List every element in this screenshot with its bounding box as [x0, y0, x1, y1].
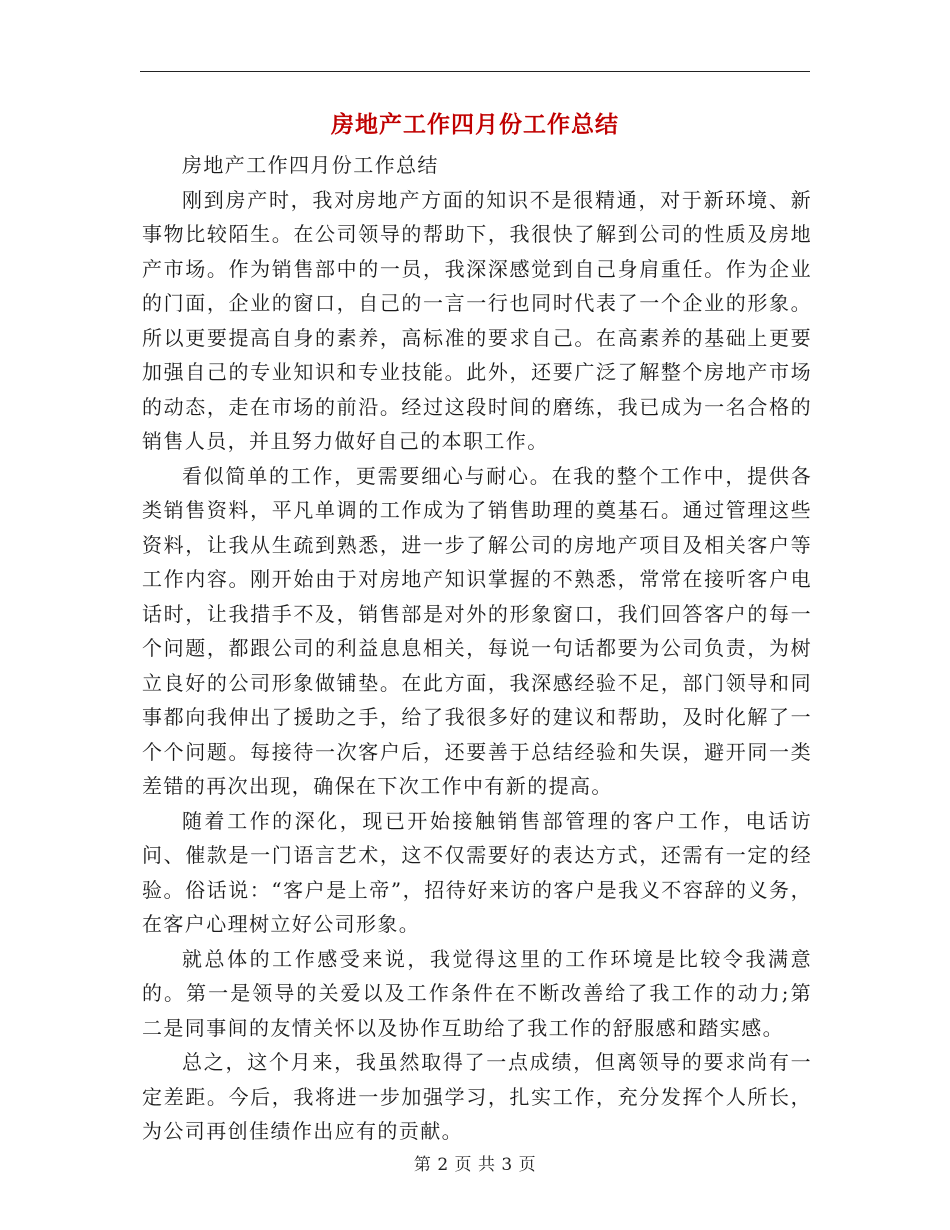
page-number-label: 第 2 页 共 3 页 [413, 1155, 537, 1175]
document-body [142, 148, 812, 1149]
body-paragraph-5: 总之，这个月来，我虽然取得了一点成绩，但离领导的要求尚有一定差距。今后，我将进一步加强学习，扎实工作，充分发挥个人所长，为公司再创佳绩作出应有的贡献。 [142, 1050, 812, 1143]
body-paragraph-2: 看似简单的工作，更需要细心与耐心。在我的整个工作中，提供各类销售资料，平凡单调的工作成为了销售助理的奠基石。通过管理这些资料，让我从生疏到熟悉，进一步了解公司的房地产项目及相关客户等工作内容。刚开始由于对房地产知识掌握的不熟悉，常常在接听客户电话时，让我措手不及，销售部是对外的形象窗口，我们回答客户的每一个问题，都跟公司的利益息息相关，每说一句话都要为公司负责，为树立良好的公司形象做铺垫。在此方面，我深感经验不足，部门领导和同事都向我伸出了援助之手，给了我很多好的建议和帮助，及时化解了一个个问题。每接待一次客户后，还要善于总结经验和失误，避开同一类差错的再次出现，确保在下次工作中有新的提高。 [142, 463, 812, 798]
body-paragraph-heading: 房地产工作四月份工作总结 [182, 153, 439, 177]
body-paragraph-3: 随着工作的深化，现已开始接触销售部管理的客户工作，电话访问、催款是一门语言艺术，这不仅需要好的表达方式，还需有一定的经验。俗话说：“客户是上帝”，招待好来访的客户是我义不容辞的义务，在客户心理树立好公司形象。 [142, 808, 812, 936]
document-title: 房地产工作四月份工作总结 [331, 111, 619, 138]
body-paragraph-1: 刚到房产时，我对房地产方面的知识不是很精通，对于新环境、新事物比较陌生。在公司领导的帮助下，我很快了解到公司的性质及房地产市场。作为销售部中的一员，我深深感觉到自己身肩重任。作为企业的门面，企业的窗口，自己的一言一行也同时代表了一个企业的形象。所以更要提高自身的素养，高标准的要求自己。在高素养的基础上更要加强自己的专业知识和专业技能。此外，还要广泛了解整个房地产市场的动态，走在市场的前沿。经过这段时间的磨练，我已成为一名合格的销售人员，并且努力做好自己的本职工作。 [142, 187, 812, 453]
page-footer [0, 1152, 950, 1178]
body-paragraph-4: 就总体的工作感受来说，我觉得这里的工作环境是比较令我满意的。第一是领导的关爱以及工作条件在不断改善给了我工作的动力;第二是同事间的友情关怀以及协作互助给了我工作的舒服感和踏实感。 [142, 946, 812, 1040]
header-rule [140, 71, 810, 72]
